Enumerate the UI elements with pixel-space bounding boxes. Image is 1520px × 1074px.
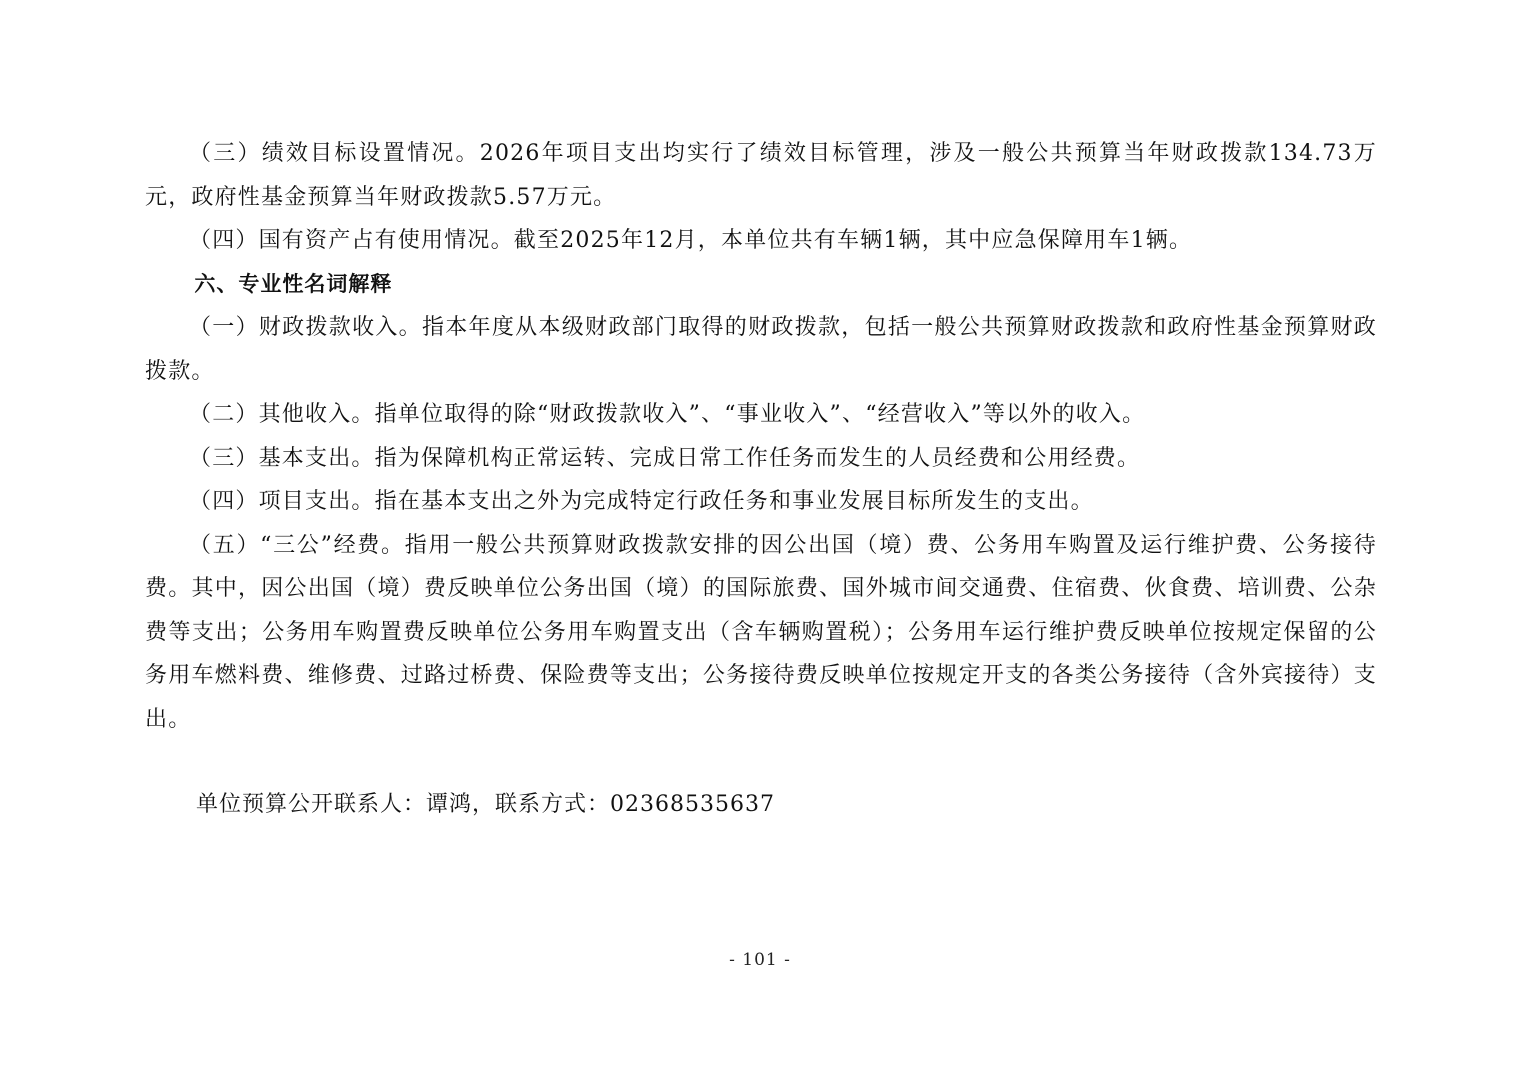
paragraph-performance-goals: （三）绩效目标设置情况。2026年项目支出均实行了绩效目标管理，涉及一般公共预算当年财政拨款134.73万元，政府性基金预算当年财政拨款5.57万元。 (145, 141, 1377, 210)
section-heading-terminology: 六、专业性名词解释 (194, 271, 393, 296)
paragraph-three-public-expenses: （五）“三公”经费。指用一般公共预算财政拨款安排的因公出国（境）费、公务用车购置及运行维护费、公务接待费。其中，因公出国（境）费反映单位公务出国（境）的国际旅费、国外城市间交通费、住宿费、伙食费、培训费、公杂费等支出；公务用车购置费反映单位公务用车购置支出（含车辆购置税）；公务用车运行维护费反映单位按规定保留的公务用车燃料费、维修费、过路过桥费、保险费等支出；公务接待费反映单位按规定开支的各类公务接待（含外宾接待）支出。 (145, 532, 1377, 732)
paragraph-project-expenditure: （四）项目支出。指在基本支出之外为完成特定行政任务和事业发展目标所发生的支出。 (189, 489, 1094, 514)
document-body (145, 132, 1377, 741)
paragraph-other-income: （二）其他收入。指单位取得的除“财政拨款收入”、“事业收入”、“经营收入”等以外的收入。 (189, 402, 1146, 427)
paragraph-state-assets: （四）国有资产占有使用情况。截至2025年12月，本单位共有车辆1辆，其中应急保障用车1辆。 (189, 228, 1193, 253)
paragraph-fiscal-appropriation-income: （一）财政拨款收入。指本年度从本级财政部门取得的财政拨款，包括一般公共预算财政拨款和政府性基金预算财政拨款。 (145, 315, 1377, 384)
page-number: - 101 - (729, 950, 791, 970)
contact-line: 单位预算公开联系人：谭鸿，联系方式：02368535637 (196, 792, 775, 817)
paragraph-basic-expenditure: （三）基本支出。指为保障机构正常运转、完成日常工作任务而发生的人员经费和公用经费。 (189, 445, 1141, 471)
